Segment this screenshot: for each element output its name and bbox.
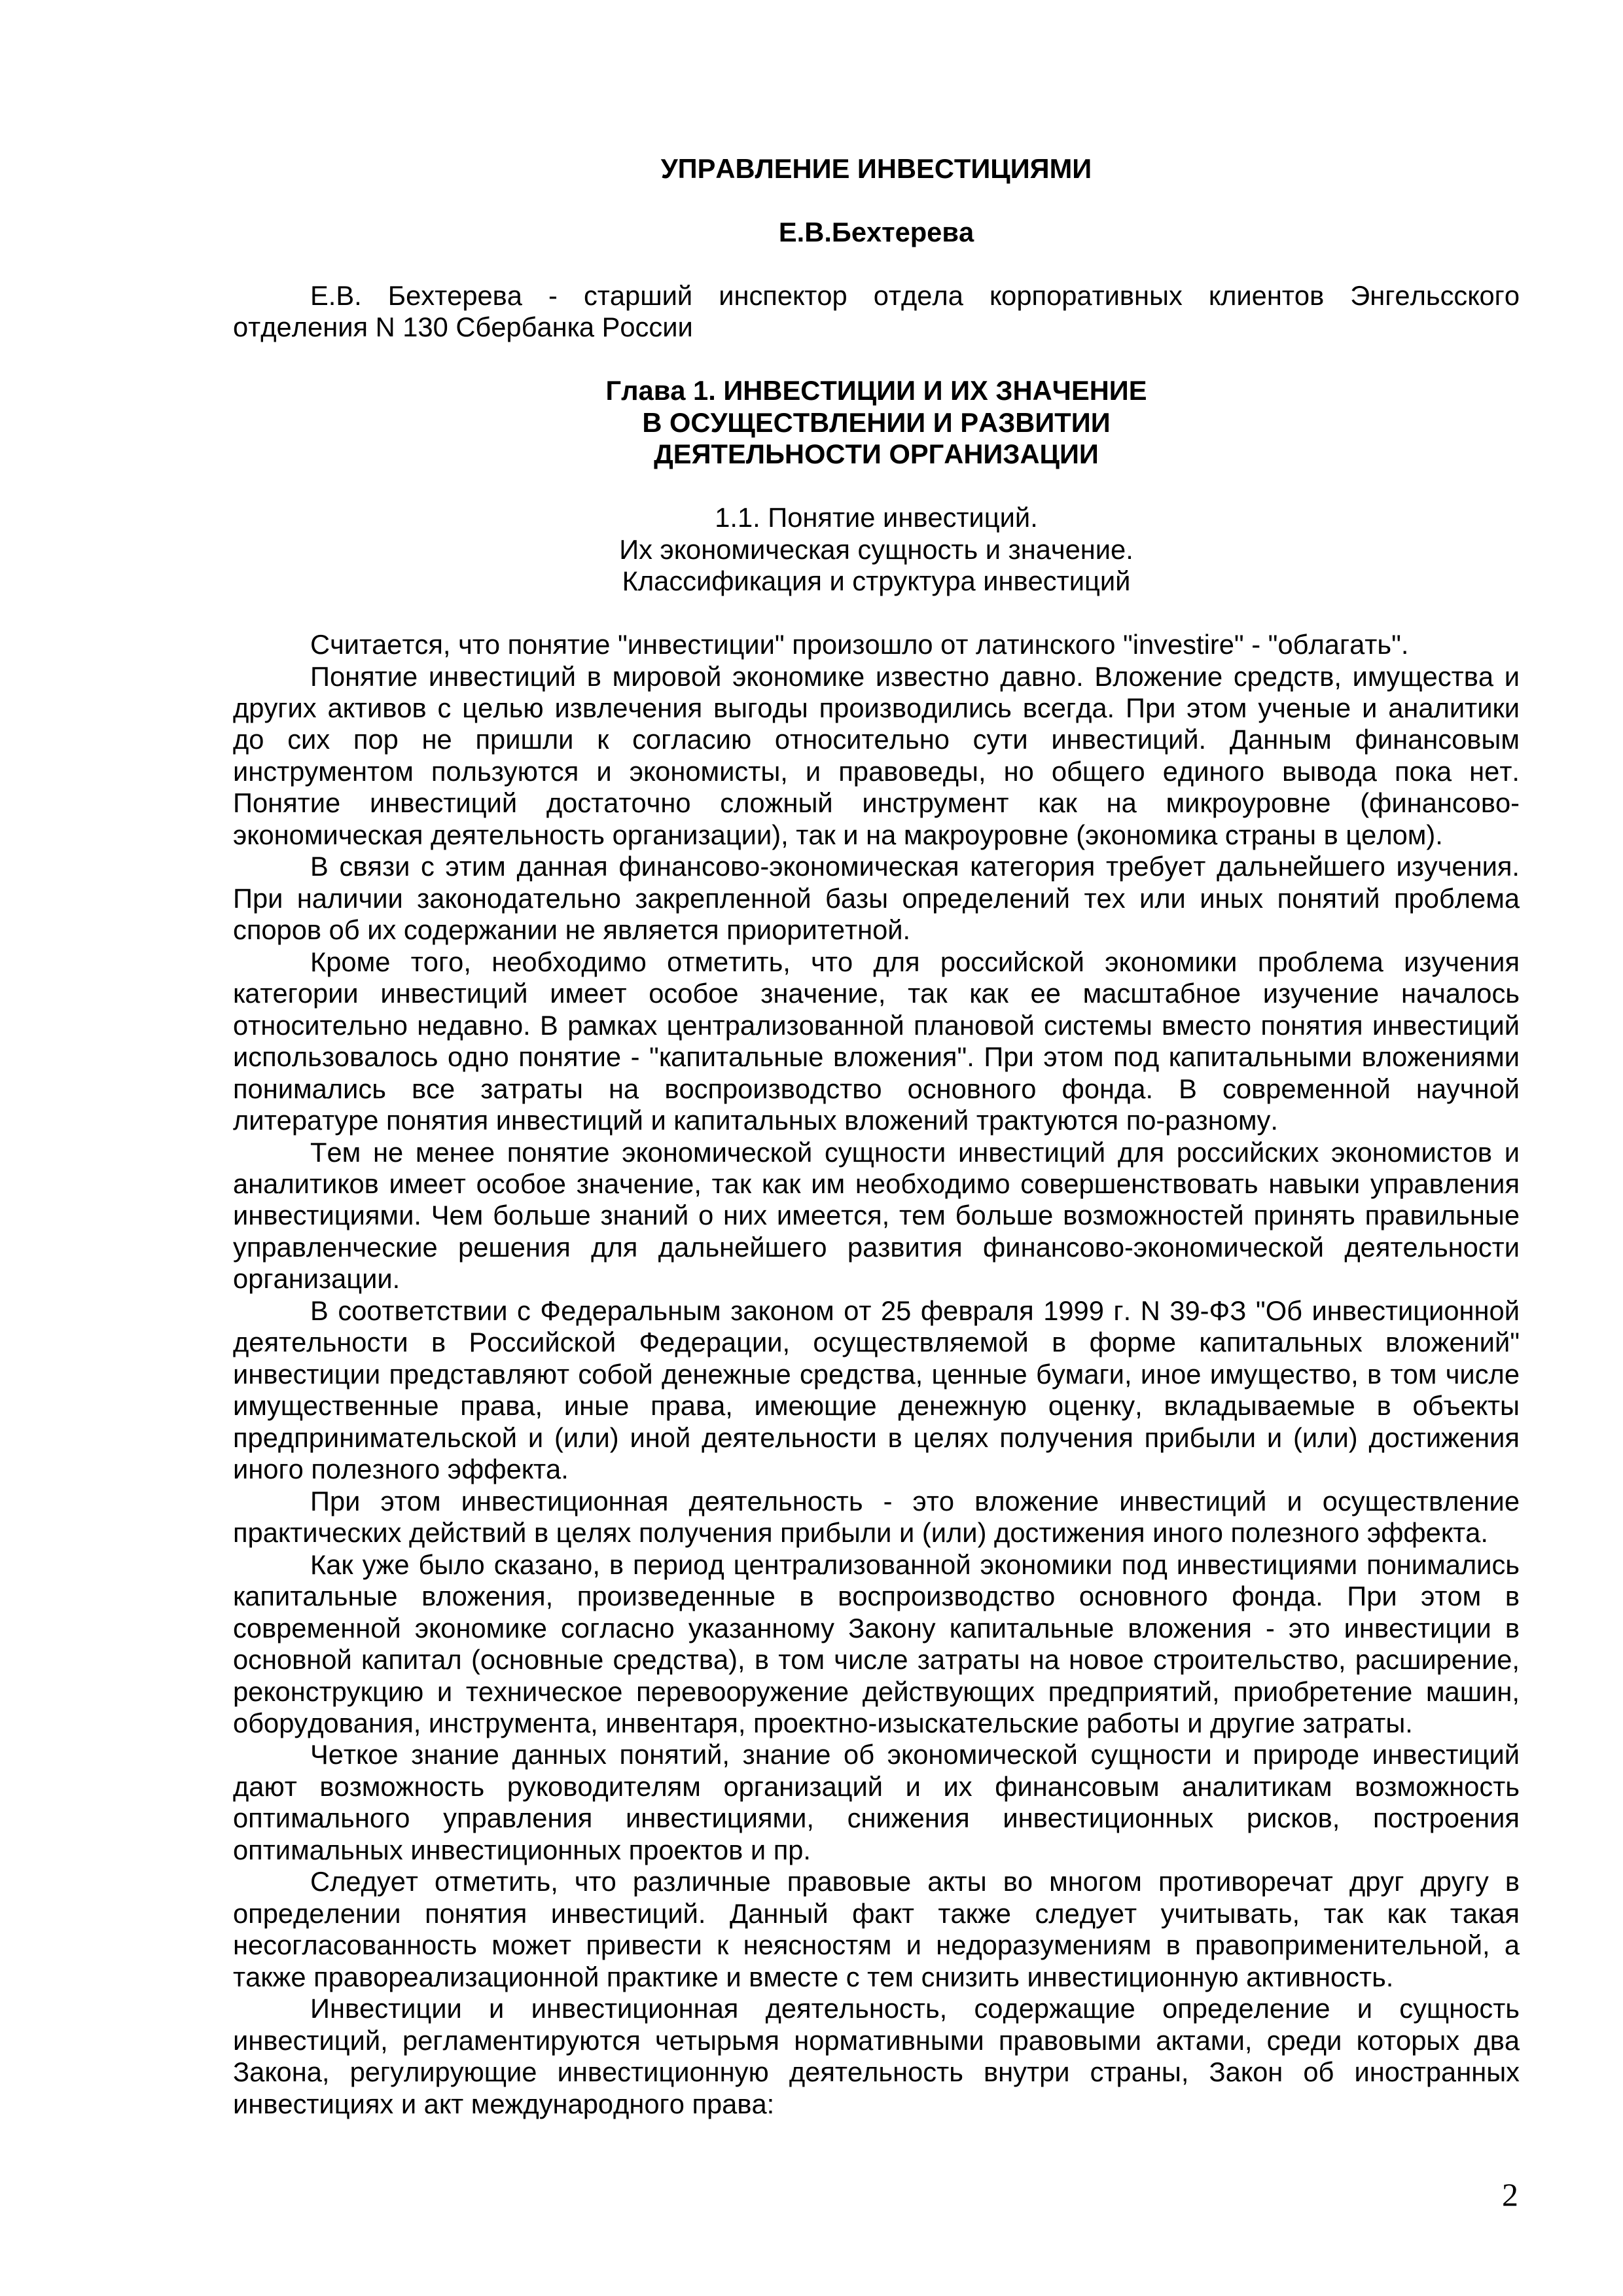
- chapter-heading-line: В ОСУЩЕСТВЛЕНИИ И РАЗВИТИИ: [642, 406, 1111, 438]
- body-line: использовалось одно понятие - "капитальные вложения". При этом под капитальными вложениями: [233, 1041, 1520, 1073]
- chapter-heading-line: Глава 1. ИНВЕСТИЦИИ И ИХ ЗНАЧЕНИЕ: [605, 375, 1147, 406]
- body-line: определении понятия инвестиций. Данный факт также следует учитывать, так как такая: [233, 1897, 1520, 1929]
- body-line: При этом инвестиционная деятельность - это вложение инвестиций и осуществление: [310, 1485, 1520, 1516]
- body-line: понимались все затраты на воспроизводство основного фонда. В современной научной: [233, 1073, 1520, 1104]
- body-line: аналитиков имеет особое значение, так как им необходимо совершенствовать навыки управления: [233, 1168, 1520, 1199]
- body-line: несогласованность может привести к неясностям и недоразумениям в правоприменительной, а: [233, 1929, 1520, 1961]
- body-line: до сих пор не пришли к согласию относительно сути инвестиций. Данным финансовым: [233, 724, 1520, 755]
- body-line: Как уже было сказано, в период централизованной экономики под инвестициями понимались: [310, 1549, 1520, 1580]
- body-line: литературе понятия инвестиций и капитальных вложений трактуются по-разному.: [233, 1105, 1278, 1136]
- body-paragraph: [233, 1866, 1520, 1993]
- body-line: Закона, регулирующие инвестиционную деятельность внутри страны, Закон об иностранных: [233, 2056, 1520, 2088]
- body-line: реконструкцию и техническое перевооружение действующих предприятий, приобретение машин,: [233, 1676, 1520, 1707]
- chapter-heading: [233, 375, 1520, 470]
- author-bio: [233, 280, 1520, 344]
- section-heading-line: 1.1. Понятие инвестиций.: [715, 502, 1038, 533]
- body-line: оборудования, инструмента, инвентаря, проектно-изыскательские работы и другие затраты.: [233, 1707, 1413, 1738]
- body-line: Четкое знание данных понятий, знание об экономической сущности и природе инвестиций: [310, 1739, 1520, 1770]
- body-line: относительно недавно. В рамках централизованной плановой системы вместо понятия инвестиций: [233, 1009, 1520, 1041]
- body-line: Понятие инвестиций достаточно сложный инструмент как на микроуровне (финансово-: [233, 787, 1520, 819]
- body-line: оптимальных инвестиционных проектов и пр.: [233, 1834, 811, 1865]
- body-line: имущественные права, иные права, имеющие денежную оценку, вкладываемые в объекты: [233, 1390, 1520, 1422]
- body-line: организации.: [233, 1263, 401, 1295]
- body-line: Понятие инвестиций в мировой экономике известно давно. Вложение средств, имущества и: [310, 660, 1520, 692]
- body-line: Кроме того, необходимо отметить, что для российской экономики проблема изучения: [310, 946, 1520, 977]
- section-heading: [233, 502, 1520, 597]
- body-line: капитальные вложения, произведенные в воспроизводство основного фонда. При этом в: [233, 1581, 1520, 1612]
- body-line: деятельности в Российской Федерации, осуществляемой в форме капитальных вложений": [233, 1327, 1520, 1358]
- author-name: Е.В.Бехтерева: [778, 216, 974, 247]
- body-line: Инвестиции и инвестиционная деятельность, содержащие определение и сущность: [310, 1993, 1520, 2024]
- body-paragraph: [233, 1549, 1520, 1740]
- body-line: инвестиции представляют собой денежные средства, ценные бумаги, иное имущество, в том числе: [233, 1358, 1520, 1390]
- body-paragraph: [233, 946, 1520, 1137]
- body-paragraph: [233, 629, 1520, 660]
- body-line: практических действий в целях получения прибыли и (или) достижения иного полезного эффекта.: [233, 1517, 1488, 1549]
- body-line: экономическая деятельность организации), так и на макроуровне (экономика страны в целом).: [233, 819, 1443, 850]
- body-line: также правореализационной практике и вместе с тем снизить инвестиционную активность.: [233, 1961, 1394, 1992]
- body-line: инвестициями. Чем больше знаний о них имеется, тем больше возможностей принять правильные: [233, 1200, 1520, 1231]
- body-paragraph: [233, 1137, 1520, 1295]
- body-paragraph: [233, 851, 1520, 946]
- body-line: В связи с этим данная финансово-экономическая категория требует дальнейшего изучения.: [310, 851, 1520, 882]
- body-paragraph: [233, 1739, 1520, 1866]
- body-paragraph: [233, 1993, 1520, 2120]
- body-line: оптимального управления инвестициями, снижения инвестиционных рисков, построения: [233, 1803, 1520, 1834]
- page-number: 2: [1502, 2176, 1518, 2213]
- author-bio-line: отделения N 130 Сбербанка России: [233, 312, 693, 343]
- body-line: споров об их содержании не является приоритетной.: [233, 914, 911, 946]
- chapter-heading-line: ДЕЯТЕЛЬНОСТИ ОРГАНИЗАЦИИ: [654, 439, 1099, 470]
- body-line: иного полезного эффекта.: [233, 1454, 569, 1485]
- document-body: [233, 629, 1520, 2120]
- body-line: В соответствии с Федеральным законом от 25 февраля 1999 г. N 39-ФЗ "Об инвестиционной: [310, 1295, 1520, 1326]
- body-line: управленческие решения для дальнейшего развития финансово-экономической деятельности: [233, 1231, 1520, 1263]
- section-heading-line: Классификация и структура инвестиций: [622, 565, 1131, 597]
- body-line: категории инвестиций имеет особое значение, так как ее масштабное изучение началось: [233, 978, 1520, 1009]
- body-line: инвестициях и акт международного права:: [233, 2088, 775, 2119]
- body-line: инвестиций, регламентируются четырьмя нормативными правовыми актами, среди которых два: [233, 2024, 1520, 2056]
- body-paragraph: [233, 661, 1520, 852]
- body-line: предпринимательской и (или) иной деятельности в целях получения прибыли и (или) достижения: [233, 1422, 1520, 1453]
- body-line: инструментом пользуются и экономисты, и правоведы, но общего единого вывода пока нет.: [233, 755, 1520, 787]
- document-content: [233, 153, 1520, 2120]
- body-line: При наличии законодательно закрепленной базы определений тех или иных понятий проблема: [233, 882, 1520, 914]
- body-paragraph: [233, 1295, 1520, 1486]
- section-heading-line: Их экономическая сущность и значение.: [619, 533, 1133, 565]
- body-paragraph: [233, 1486, 1520, 1549]
- body-line: Следует отметить, что различные правовые акты во многом противоречат друг другу в: [310, 1866, 1520, 1897]
- body-line: Тем не менее понятие экономической сущности инвестиций для российских экономистов и: [310, 1136, 1520, 1168]
- author-bio-line: Е.В. Бехтерева - старший инспектор отдела корпоративных клиентов Энгельсского: [310, 279, 1520, 311]
- body-line: дают возможность руководителям организаций и их финансовым аналитикам возможность: [233, 1770, 1520, 1802]
- body-line: Считается, что понятие "инвестиции" произошло от латинского "investire" - "облагать".: [310, 629, 1409, 660]
- document-title: УПРАВЛЕНИЕ ИНВЕСТИЦИЯМИ: [660, 153, 1092, 184]
- body-line: современной экономике согласно указанному Закону капитальные вложения - это инвестиции в: [233, 1612, 1520, 1643]
- body-line: основной капитал (основные средства), в том числе затраты на новое строительство, расширение,: [233, 1644, 1520, 1676]
- body-line: других активов с целью извлечения выгоды производились всегда. При этом ученые и аналитики: [233, 692, 1520, 723]
